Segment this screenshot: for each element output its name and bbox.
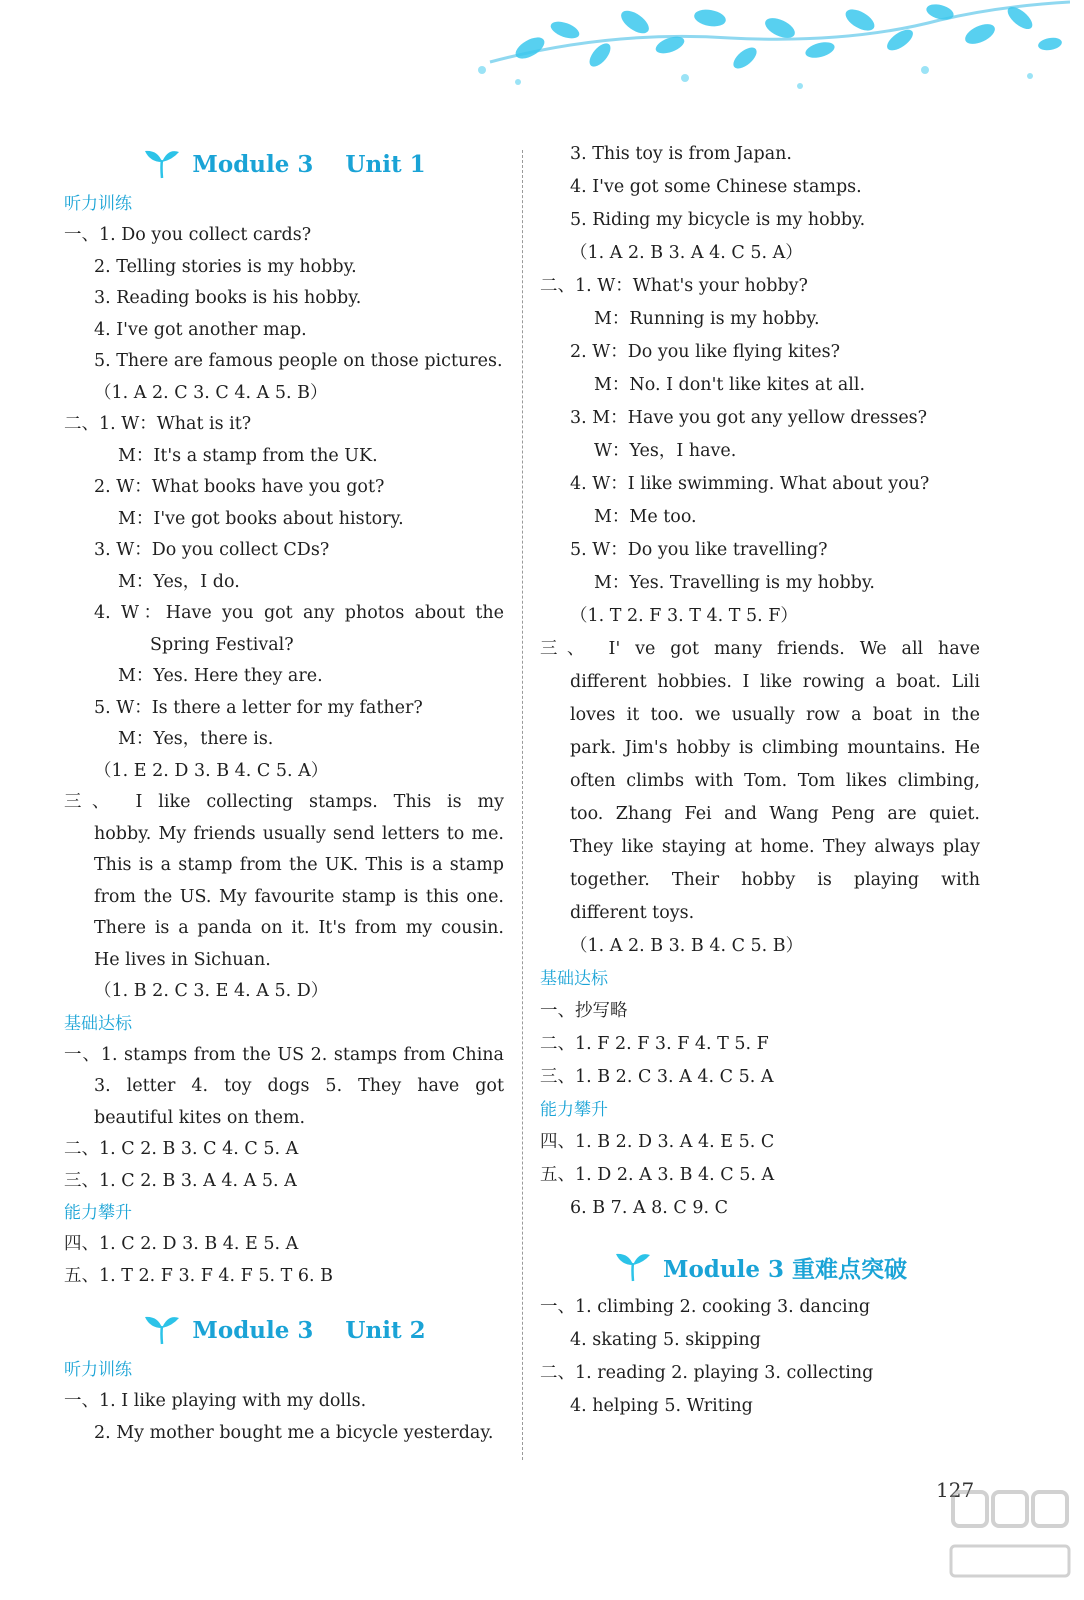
section-heading: 能力攀升 — [64, 1203, 132, 1223]
answer-line: M：Yes. Here they are. — [118, 666, 323, 686]
answer-line: 4. I've got another map. — [94, 319, 307, 340]
module-header-unit2 — [64, 1308, 504, 1352]
section-heading: 基础达标 — [64, 1013, 132, 1034]
answer-key-line: （1. B 2. C 3. E 4. A 5. D） — [94, 981, 329, 1001]
answer-line: 一、抄写略 — [540, 1001, 628, 1021]
passage-line: 三、 I' ve got many friends. We all have — [540, 639, 980, 659]
answer-key-line: （1. T 2. F 3. T 4. T 5. F） — [570, 606, 798, 626]
answer-line: 五、1. T 2. F 3. F 4. F 5. T 6. B — [64, 1265, 334, 1286]
watermark-logo — [945, 1482, 1075, 1592]
answer-line: 5. W：Do you like travelling? — [570, 540, 828, 560]
passage-line: 三、 I like collecting stamps. This is my — [64, 792, 504, 812]
answer-line: 5. W：Is there a letter for my father? — [94, 697, 423, 718]
answer-line: 三、1. B 2. C 3. A 4. C 5. A — [540, 1067, 774, 1087]
answer-line: M：Yes，I do. — [118, 571, 240, 592]
answer-key-line: （1. A 2. C 3. C 4. A 5. B） — [94, 382, 328, 403]
left-column — [64, 138, 504, 1449]
sprout-icon — [142, 148, 182, 180]
passage-line: often climbs with Tom. Tom likes climbing, — [570, 771, 980, 791]
answer-line: 二、1. C 2. B 3. C 4. C 5. A — [64, 1139, 299, 1159]
passage-line: There is a panda on it. It's from my cousin. — [94, 918, 504, 938]
answer-line: 一、1. climbing 2. cooking 3. dancing — [540, 1297, 871, 1317]
answer-line: 6. B 7. A 8. C 9. C — [570, 1198, 729, 1218]
answer-line: beautiful kites on them. — [94, 1107, 306, 1128]
answer-line: M：Yes. Travelling is my hobby. — [594, 573, 875, 593]
answer-line: Spring Festival? — [150, 634, 294, 655]
passage-line: together. Their hobby is playing with — [570, 870, 980, 890]
passage-line: from the US. My favourite stamp is this one. — [94, 886, 504, 907]
answer-line: M：Running is my hobby. — [594, 309, 820, 329]
answer-line: 一、1. Do you collect cards? — [64, 225, 312, 245]
section-heading: 听力训练 — [64, 194, 132, 214]
answer-line: 2. Telling stories is my hobby. — [94, 256, 357, 277]
unit1-title: Module 3 Unit 1 — [192, 150, 426, 178]
answer-line: 一、1. stamps from the US 2. stamps from China — [64, 1044, 504, 1065]
passage-line: park. Jim's hobby is climbing mountains. He — [570, 738, 980, 758]
passage-line: different toys. — [570, 903, 695, 923]
answer-line: 3. Reading books is his hobby. — [94, 288, 362, 308]
answer-line: 一、1. I like playing with my dolls. — [64, 1391, 367, 1411]
passage-line: too. Zhang Fei and Wang Peng are quiet. — [570, 804, 980, 824]
answer-line: 二、1. W：What's your hobby? — [540, 276, 808, 296]
answer-line: M：Yes，there is. — [118, 729, 274, 749]
answer-line: 4. W：I like swimming. What about you? — [570, 474, 930, 494]
module-header-key-points — [540, 1245, 980, 1289]
answer-line: 二、1. F 2. F 3. F 4. T 5. F — [540, 1034, 769, 1054]
passage-line: They like staying at home. They always play — [570, 837, 980, 857]
answer-line: 5. Riding my bicycle is my hobby. — [570, 210, 866, 230]
answer-line: 2. W：What books have you got? — [94, 477, 385, 497]
module-header-unit1 — [64, 142, 504, 186]
answer-line: 3. W：Do you collect CDs? — [94, 540, 330, 560]
answer-line: W：Yes，I have. — [594, 441, 737, 461]
answer-key-line: （1. A 2. B 3. B 4. C 5. B） — [570, 936, 804, 956]
passage-line: This is a stamp from the UK. This is a stamp — [94, 855, 504, 875]
passage-line: hobby. My friends usually send letters to me. — [94, 823, 504, 844]
answer-line: 3. M：Have you got any yellow dresses? — [570, 408, 928, 428]
answer-line: M：I've got books about history. — [118, 508, 404, 529]
answer-line: 2. W：Do you like flying kites? — [570, 342, 840, 362]
unit2-title: Module 3 Unit 2 — [192, 1316, 426, 1344]
section-heading: 听力训练 — [64, 1360, 132, 1380]
key-points-title: Module 3 重难点突破 — [663, 1255, 907, 1283]
sprout-icon — [613, 1251, 653, 1283]
answer-line: M：It's a stamp from the UK. — [118, 445, 378, 466]
answer-line: 二、1. W：What is it? — [64, 414, 252, 434]
answer-line: M：No. I don't like kites at all. — [594, 375, 866, 395]
answer-line: 3. This toy is from Japan. — [570, 144, 792, 164]
right-column — [540, 138, 980, 1423]
answer-line: 4. skating 5. skipping — [570, 1330, 761, 1350]
answer-line: 2. My mother bought me a bicycle yesterday. — [94, 1422, 494, 1443]
answer-line: 4. W：Have you got any photos about the — [94, 603, 504, 623]
passage-line: He lives in Sichuan. — [94, 949, 271, 970]
section-heading: 基础达标 — [540, 969, 608, 989]
answer-line: 5. There are famous people on those pictures. — [94, 351, 503, 371]
section-heading: 能力攀升 — [540, 1100, 608, 1120]
page-number: 127 — [936, 1478, 975, 1502]
answer-line: 4. helping 5. Writing — [570, 1396, 753, 1416]
answer-line: 四、1. B 2. D 3. A 4. E 5. C — [540, 1132, 775, 1152]
sprout-icon — [142, 1314, 182, 1346]
answer-key-line: （1. A 2. B 3. A 4. C 5. A） — [570, 243, 803, 263]
answer-line: 三、1. C 2. B 3. A 4. A 5. A — [64, 1170, 297, 1191]
answer-line: 五、1. D 2. A 3. B 4. C 5. A — [540, 1165, 775, 1185]
answer-line: 4. I've got some Chinese stamps. — [570, 177, 862, 197]
answer-line: M：Me too. — [594, 507, 697, 527]
answer-line: 四、1. C 2. D 3. B 4. E 5. A — [64, 1234, 299, 1254]
passage-line: loves it too. we usually row a boat in the — [570, 705, 980, 725]
answer-key-line: （1. E 2. D 3. B 4. C 5. A） — [94, 760, 329, 781]
answer-line: 3. letter 4. toy dogs 5. They have got — [94, 1076, 504, 1096]
leaf-branch-decoration — [470, 0, 1070, 110]
column-divider — [522, 150, 523, 1460]
passage-line: different hobbies. I like rowing a boat. Lili — [570, 672, 980, 692]
answer-line: 二、1. reading 2. playing 3. collecting — [540, 1363, 874, 1383]
